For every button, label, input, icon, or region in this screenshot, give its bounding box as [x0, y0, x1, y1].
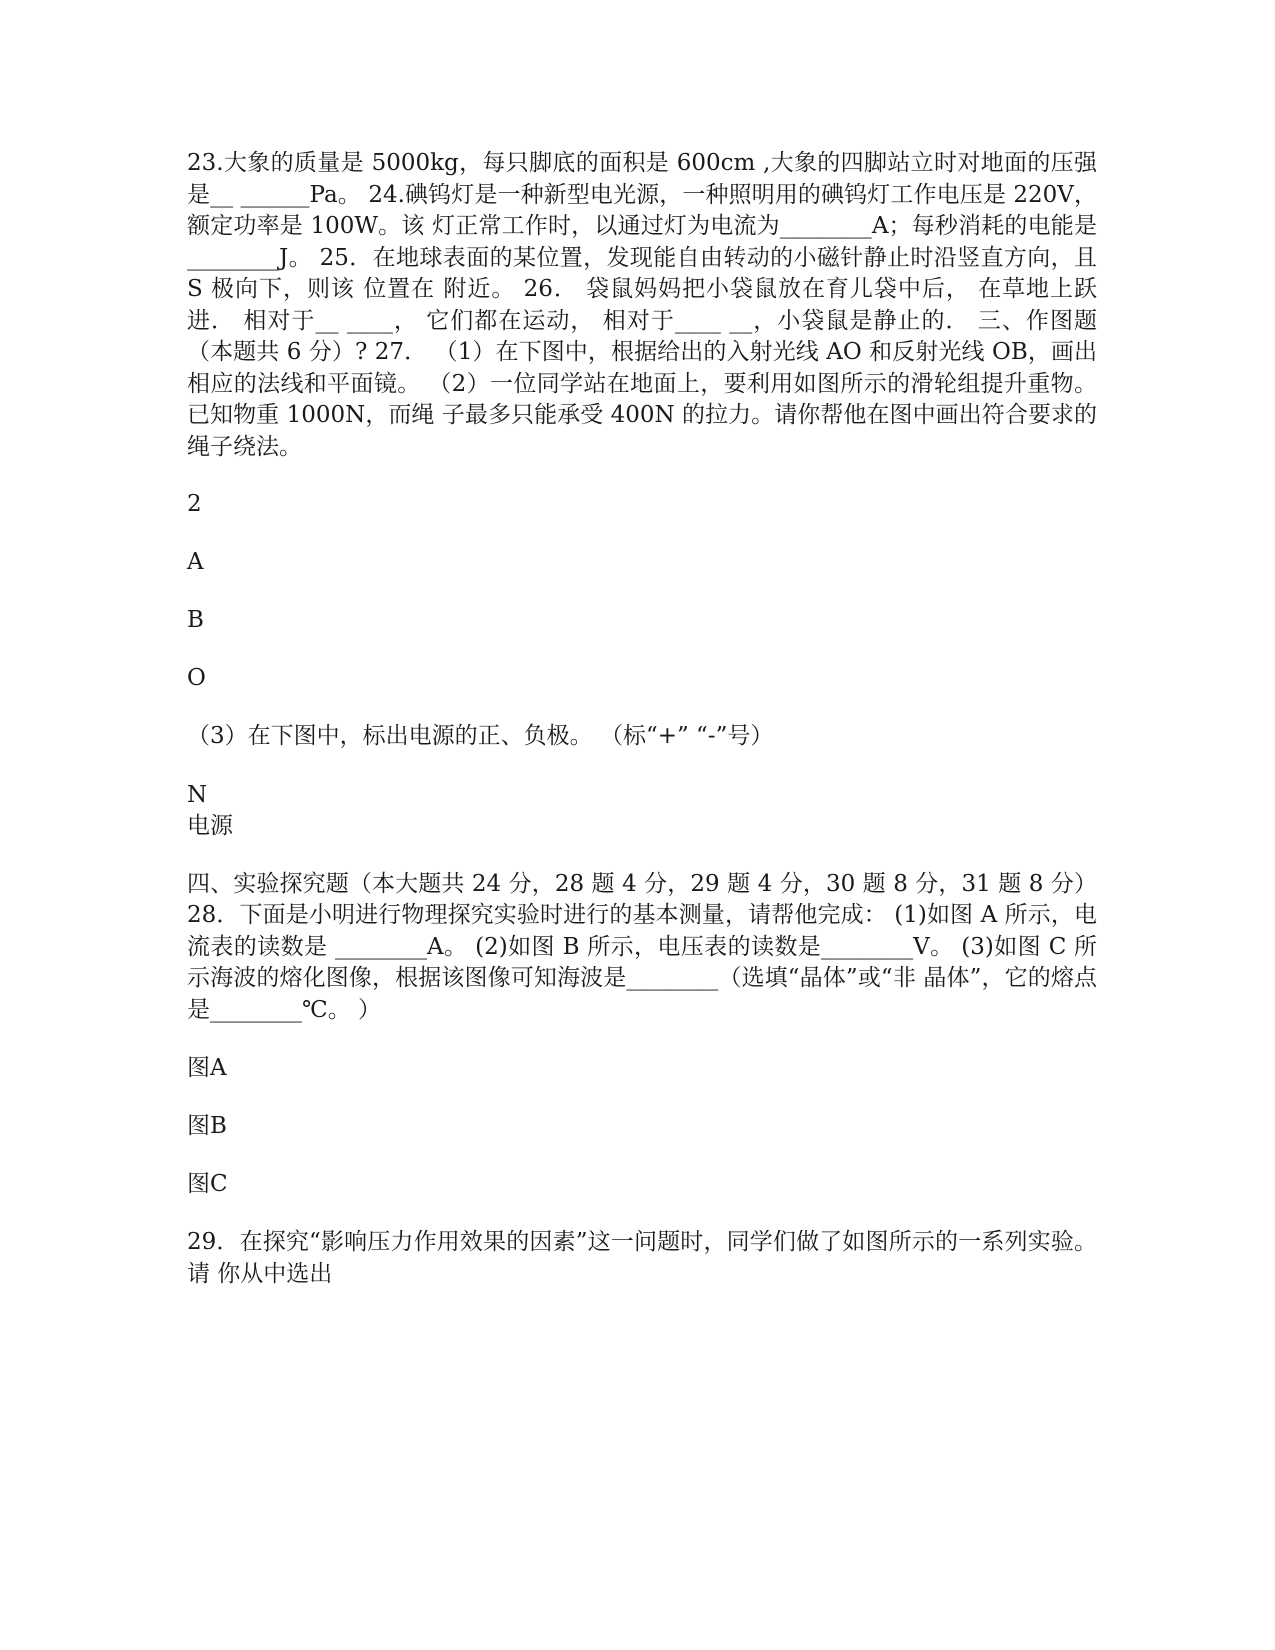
figure-label-a: A [187, 549, 204, 575]
figure-label-o: O [187, 665, 206, 691]
section-4-question-28-text: 四、实验探究题（本大题共 24 分，28 题 4 分，29 题 4 分，30 题 8 分，31 题 8 分） 28．下面是小明进行物理探究实验时进行的基本测量，请帮他完成： (1)如图 A 所示，电流表的读数是 ________A。 (2)如图 B 所示，电压表的读数是________V。 (3)如图 C 所示海波的熔化图像，根据该图像可知海波是________（选填“晶体”或“非 晶体”，它的熔点是________℃。 ） [187, 870, 1097, 1023]
figure-label-2: 2 [187, 491, 202, 517]
figure-c-caption: 图C [187, 1171, 228, 1197]
question-23-27-text: 23.大象的质量是 5000kg，每只脚底的面积是 600cm ,大象的四脚站立时对地面的压强是__ ______Pa。 24.碘钨灯是一种新型电光源，一种照明用的碘钨灯工作电压是 220V，额定功率是 100W。该 灯正常工作时，以通过灯为电流为________A；每秒消耗的电能是________J。 25．在地球表面的某位置，发现能自由转动的小磁针静止时沿竖直方向，且 S 极向下，则该 位置在 附近。 26． 袋鼠妈妈把小袋鼠放在育儿袋中后， 在草地上跃进． 相对于__ ____， 它们都在运动， 相对于____ __，小袋鼠是静止的． 三、作图题（本题共 6 分）? 27． （1）在下图中，根据给出的入射光线 AO 和反射光线 OB，画出相应的法线和平面镜。 （2）一位同学站在地面上，要利用如图所示的滑轮组提升重物。已知物重 1000N，而绳 子最多只能承受 400N 的拉力。请你帮他在图中画出符合要求的绳子绕法。 [187, 150, 1097, 460]
figure-b-caption: 图B [187, 1113, 227, 1139]
figure-a-caption: 图A [187, 1055, 227, 1081]
figure-label-b: B [187, 607, 204, 633]
question-29-text: 29．在探究“影响压力作用效果的因素”这一问题时，同学们做了如图所示的一系列实验。请 你从中选出 [187, 1229, 1097, 1287]
question-27-3-text: （3）在下图中，标出电源的正、负极。 （标“+” “-”号） [187, 723, 774, 749]
figure-label-n: N [187, 781, 208, 808]
document-page [187, 148, 1097, 1290]
figure-label-power-source: 电源 [187, 812, 233, 839]
